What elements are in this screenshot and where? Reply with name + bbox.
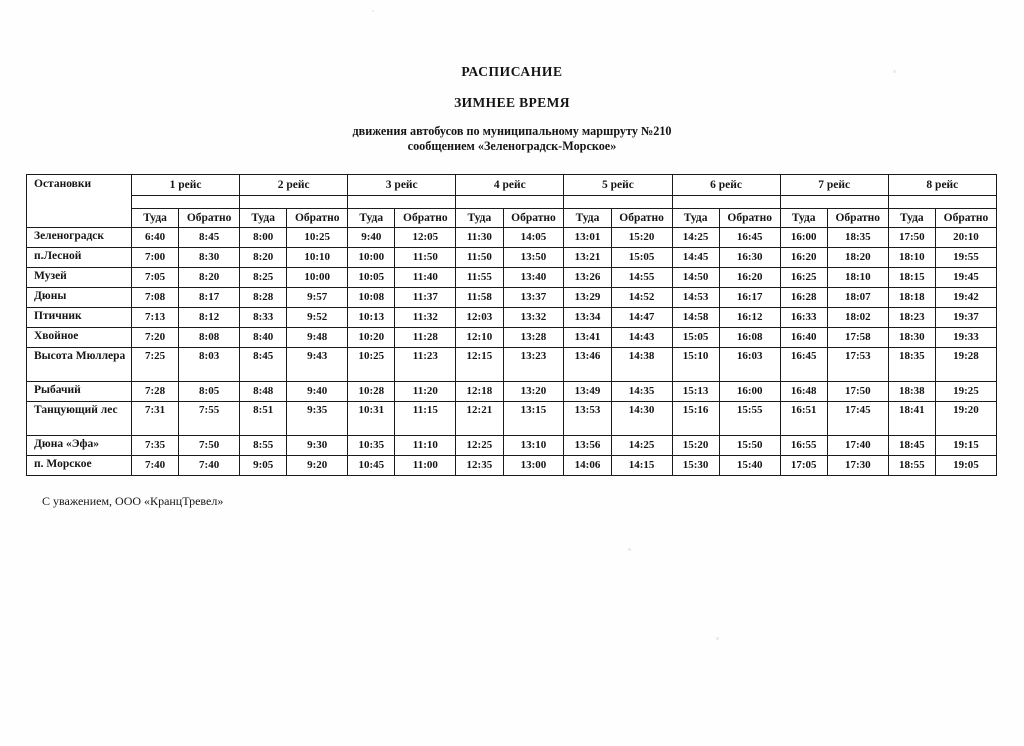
time-cell: 7:20 [131, 328, 178, 348]
time-cell: 14:25 [672, 228, 719, 248]
time-cell: 11:40 [395, 268, 456, 288]
time-cell: 13:01 [564, 228, 611, 248]
time-cell: 10:25 [287, 228, 348, 248]
table-row [27, 288, 997, 308]
time-cell: 7:08 [131, 288, 178, 308]
time-cell: 19:45 [935, 268, 996, 288]
time-cell: 11:23 [395, 348, 456, 382]
direction-header-there-trip-6: Туда [672, 209, 719, 228]
stop-name-cell: п. Морское [27, 456, 132, 476]
time-cell: 11:32 [395, 308, 456, 328]
time-cell: 16:20 [719, 268, 780, 288]
time-cell: 8:45 [179, 228, 240, 248]
scan-speck [628, 548, 631, 551]
time-cell: 14:47 [611, 308, 672, 328]
trip-header-spacer-8 [888, 196, 996, 209]
trip-header-spacer-5 [564, 196, 672, 209]
time-cell: 18:45 [888, 436, 935, 456]
time-cell: 13:46 [564, 348, 611, 382]
time-cell: 17:50 [827, 382, 888, 402]
time-cell: 14:35 [611, 382, 672, 402]
time-cell: 11:20 [395, 382, 456, 402]
time-cell: 9:48 [287, 328, 348, 348]
trip-header-spacer-2 [240, 196, 348, 209]
time-cell: 14:55 [611, 268, 672, 288]
time-cell: 13:32 [503, 308, 564, 328]
time-cell: 12:15 [456, 348, 503, 382]
time-cell: 16:33 [780, 308, 827, 328]
footer-signature: С уважением, ООО «КранцТревел» [42, 494, 224, 508]
time-cell: 12:25 [456, 436, 503, 456]
time-cell: 19:37 [935, 308, 996, 328]
direction-header-back-trip-6: Обратно [719, 209, 780, 228]
time-cell: 16:48 [780, 382, 827, 402]
time-cell: 9:05 [240, 456, 287, 476]
time-cell: 13:29 [564, 288, 611, 308]
time-cell: 16:00 [780, 228, 827, 248]
direction-header-back-trip-5: Обратно [611, 209, 672, 228]
time-cell: 8:33 [240, 308, 287, 328]
time-cell: 7:13 [131, 308, 178, 328]
time-cell: 17:58 [827, 328, 888, 348]
stop-name-cell: Зеленоградск [27, 228, 132, 248]
trip-header-6: 6 рейс [672, 175, 780, 196]
time-cell: 16:30 [719, 248, 780, 268]
time-cell: 14:25 [611, 436, 672, 456]
time-cell: 7:40 [131, 456, 178, 476]
time-cell: 11:10 [395, 436, 456, 456]
time-cell: 11:37 [395, 288, 456, 308]
time-cell: 18:41 [888, 402, 935, 436]
time-cell: 10:20 [348, 328, 395, 348]
time-cell: 10:31 [348, 402, 395, 436]
trip-header-spacer-1 [131, 196, 239, 209]
time-cell: 8:45 [240, 348, 287, 382]
time-cell: 17:05 [780, 456, 827, 476]
time-cell: 11:55 [456, 268, 503, 288]
scan-speck [716, 637, 719, 640]
time-cell: 18:20 [827, 248, 888, 268]
time-cell: 20:10 [935, 228, 996, 248]
description-line-2: сообщением «Зеленоградск-Морское» [407, 139, 617, 153]
time-cell: 7:25 [131, 348, 178, 382]
stop-name-cell: Высота Мюллера [27, 348, 132, 382]
time-cell: 16:17 [719, 288, 780, 308]
time-cell: 13:28 [503, 328, 564, 348]
time-cell: 10:45 [348, 456, 395, 476]
time-cell: 10:08 [348, 288, 395, 308]
stop-name-cell: п.Лесной [27, 248, 132, 268]
time-cell: 13:21 [564, 248, 611, 268]
time-cell: 8:12 [179, 308, 240, 328]
time-cell: 8:00 [240, 228, 287, 248]
time-cell: 18:35 [888, 348, 935, 382]
stops-column-header: Остановки [27, 175, 132, 228]
time-cell: 13:56 [564, 436, 611, 456]
time-cell: 8:25 [240, 268, 287, 288]
time-cell: 13:23 [503, 348, 564, 382]
direction-header-there-trip-3: Туда [348, 209, 395, 228]
table-row [27, 402, 997, 436]
time-cell: 9:30 [287, 436, 348, 456]
time-cell: 16:00 [719, 382, 780, 402]
time-cell: 7:00 [131, 248, 178, 268]
time-cell: 9:35 [287, 402, 348, 436]
time-cell: 14:50 [672, 268, 719, 288]
time-cell: 7:35 [131, 436, 178, 456]
table-row [27, 268, 997, 288]
time-cell: 19:25 [935, 382, 996, 402]
time-cell: 10:00 [287, 268, 348, 288]
time-cell: 15:55 [719, 402, 780, 436]
time-cell: 11:00 [395, 456, 456, 476]
time-cell: 9:40 [348, 228, 395, 248]
table-row [27, 328, 997, 348]
scan-speck [372, 10, 374, 12]
time-cell: 17:50 [888, 228, 935, 248]
time-cell: 14:58 [672, 308, 719, 328]
direction-header-there-trip-2: Туда [240, 209, 287, 228]
time-cell: 14:53 [672, 288, 719, 308]
time-cell: 18:38 [888, 382, 935, 402]
time-cell: 6:40 [131, 228, 178, 248]
direction-header-back-trip-7: Обратно [827, 209, 888, 228]
time-cell: 10:05 [348, 268, 395, 288]
time-cell: 16:25 [780, 268, 827, 288]
time-cell: 19:15 [935, 436, 996, 456]
time-cell: 13:40 [503, 268, 564, 288]
time-cell: 7:31 [131, 402, 178, 436]
time-cell: 9:57 [287, 288, 348, 308]
time-cell: 16:51 [780, 402, 827, 436]
time-cell: 19:20 [935, 402, 996, 436]
schedule-table [26, 174, 997, 476]
time-cell: 12:03 [456, 308, 503, 328]
time-cell: 8:05 [179, 382, 240, 402]
time-cell: 19:05 [935, 456, 996, 476]
time-cell: 15:13 [672, 382, 719, 402]
time-cell: 16:20 [780, 248, 827, 268]
time-cell: 14:05 [503, 228, 564, 248]
direction-header-there-trip-5: Туда [564, 209, 611, 228]
time-cell: 16:55 [780, 436, 827, 456]
time-cell: 12:35 [456, 456, 503, 476]
time-cell: 19:28 [935, 348, 996, 382]
time-cell: 8:20 [179, 268, 240, 288]
description-line-1: движения автобусов по муниципальному маршруту №210 [352, 124, 672, 138]
trip-header-spacer-3 [348, 196, 456, 209]
time-cell: 11:30 [456, 228, 503, 248]
time-cell: 7:50 [179, 436, 240, 456]
table-row [27, 348, 997, 382]
time-cell: 16:08 [719, 328, 780, 348]
time-cell: 12:10 [456, 328, 503, 348]
time-cell: 12:21 [456, 402, 503, 436]
time-cell: 14:38 [611, 348, 672, 382]
time-cell: 13:34 [564, 308, 611, 328]
time-cell: 14:06 [564, 456, 611, 476]
header-row-trips [27, 175, 997, 196]
time-cell: 9:40 [287, 382, 348, 402]
time-cell: 10:10 [287, 248, 348, 268]
time-cell: 9:52 [287, 308, 348, 328]
direction-header-there-trip-1: Туда [131, 209, 178, 228]
stop-name-cell: Музей [27, 268, 132, 288]
stop-name-cell: Птичник [27, 308, 132, 328]
time-cell: 10:35 [348, 436, 395, 456]
time-cell: 10:25 [348, 348, 395, 382]
time-cell: 16:12 [719, 308, 780, 328]
time-cell: 13:00 [503, 456, 564, 476]
time-cell: 14:43 [611, 328, 672, 348]
time-cell: 18:23 [888, 308, 935, 328]
trip-header-1: 1 рейс [131, 175, 239, 196]
time-cell: 14:15 [611, 456, 672, 476]
time-cell: 15:05 [611, 248, 672, 268]
time-cell: 8:17 [179, 288, 240, 308]
trip-header-3: 3 рейс [348, 175, 456, 196]
time-cell: 7:55 [179, 402, 240, 436]
page-title: РАСПИСАНИЕ [461, 64, 563, 79]
time-cell: 14:52 [611, 288, 672, 308]
stop-name-cell: Рыбачий [27, 382, 132, 402]
time-cell: 13:49 [564, 382, 611, 402]
stop-name-cell: Дюны [27, 288, 132, 308]
time-cell: 15:40 [719, 456, 780, 476]
time-cell: 18:15 [888, 268, 935, 288]
table-row [27, 308, 997, 328]
time-cell: 9:43 [287, 348, 348, 382]
direction-header-there-trip-8: Туда [888, 209, 935, 228]
time-cell: 18:18 [888, 288, 935, 308]
table-head [27, 175, 997, 228]
time-cell: 15:05 [672, 328, 719, 348]
time-cell: 11:50 [456, 248, 503, 268]
time-cell: 8:28 [240, 288, 287, 308]
table-row [27, 382, 997, 402]
time-cell: 15:20 [672, 436, 719, 456]
header-row-directions [27, 209, 997, 228]
time-cell: 11:15 [395, 402, 456, 436]
time-cell: 8:40 [240, 328, 287, 348]
direction-header-back-trip-4: Обратно [503, 209, 564, 228]
trip-header-7: 7 рейс [780, 175, 888, 196]
time-cell: 15:20 [611, 228, 672, 248]
time-cell: 13:37 [503, 288, 564, 308]
time-cell: 13:41 [564, 328, 611, 348]
time-cell: 19:55 [935, 248, 996, 268]
time-cell: 8:20 [240, 248, 287, 268]
time-cell: 16:40 [780, 328, 827, 348]
time-cell: 19:33 [935, 328, 996, 348]
time-cell: 13:53 [564, 402, 611, 436]
time-cell: 13:20 [503, 382, 564, 402]
time-cell: 17:45 [827, 402, 888, 436]
time-cell: 17:40 [827, 436, 888, 456]
time-cell: 13:26 [564, 268, 611, 288]
time-cell: 16:45 [719, 228, 780, 248]
page-subtitle: ЗИМНЕЕ ВРЕМЯ [454, 95, 570, 110]
stop-name-cell: Хвойное [27, 328, 132, 348]
time-cell: 18:35 [827, 228, 888, 248]
time-cell: 12:18 [456, 382, 503, 402]
time-cell: 8:03 [179, 348, 240, 382]
page-description [0, 124, 1024, 154]
time-cell: 15:16 [672, 402, 719, 436]
time-cell: 14:45 [672, 248, 719, 268]
time-cell: 13:50 [503, 248, 564, 268]
time-cell: 11:58 [456, 288, 503, 308]
trip-header-4: 4 рейс [456, 175, 564, 196]
time-cell: 18:30 [888, 328, 935, 348]
time-cell: 8:48 [240, 382, 287, 402]
time-cell: 13:15 [503, 402, 564, 436]
time-cell: 16:03 [719, 348, 780, 382]
stop-name-cell: Дюна «Эфа» [27, 436, 132, 456]
header-row-spacer [27, 196, 997, 209]
time-cell: 7:28 [131, 382, 178, 402]
table-row [27, 228, 997, 248]
table-row [27, 436, 997, 456]
trip-header-spacer-7 [780, 196, 888, 209]
direction-header-there-trip-7: Туда [780, 209, 827, 228]
trip-header-2: 2 рейс [240, 175, 348, 196]
time-cell: 11:50 [395, 248, 456, 268]
direction-header-there-trip-4: Туда [456, 209, 503, 228]
time-cell: 17:53 [827, 348, 888, 382]
time-cell: 15:30 [672, 456, 719, 476]
time-cell: 8:30 [179, 248, 240, 268]
time-cell: 18:10 [888, 248, 935, 268]
table-body [27, 228, 997, 476]
time-cell: 10:28 [348, 382, 395, 402]
time-cell: 18:55 [888, 456, 935, 476]
trip-header-8: 8 рейс [888, 175, 996, 196]
time-cell: 10:00 [348, 248, 395, 268]
schedule-table-wrapper [26, 174, 997, 476]
time-cell: 8:55 [240, 436, 287, 456]
trip-header-5: 5 рейс [564, 175, 672, 196]
stop-name-cell: Танцующий лес [27, 402, 132, 436]
direction-header-back-trip-2: Обратно [287, 209, 348, 228]
time-cell: 10:13 [348, 308, 395, 328]
table-row [27, 248, 997, 268]
time-cell: 16:45 [780, 348, 827, 382]
time-cell: 16:28 [780, 288, 827, 308]
time-cell: 19:42 [935, 288, 996, 308]
time-cell: 18:10 [827, 268, 888, 288]
time-cell: 8:51 [240, 402, 287, 436]
time-cell: 12:05 [395, 228, 456, 248]
time-cell: 9:20 [287, 456, 348, 476]
trip-header-spacer-4 [456, 196, 564, 209]
time-cell: 18:07 [827, 288, 888, 308]
time-cell: 7:05 [131, 268, 178, 288]
trip-header-spacer-6 [672, 196, 780, 209]
direction-header-back-trip-8: Обратно [935, 209, 996, 228]
direction-header-back-trip-3: Обратно [395, 209, 456, 228]
time-cell: 8:08 [179, 328, 240, 348]
table-row [27, 456, 997, 476]
time-cell: 14:30 [611, 402, 672, 436]
time-cell: 17:30 [827, 456, 888, 476]
time-cell: 15:10 [672, 348, 719, 382]
time-cell: 13:10 [503, 436, 564, 456]
direction-header-back-trip-1: Обратно [179, 209, 240, 228]
time-cell: 7:40 [179, 456, 240, 476]
time-cell: 18:02 [827, 308, 888, 328]
time-cell: 15:50 [719, 436, 780, 456]
time-cell: 11:28 [395, 328, 456, 348]
